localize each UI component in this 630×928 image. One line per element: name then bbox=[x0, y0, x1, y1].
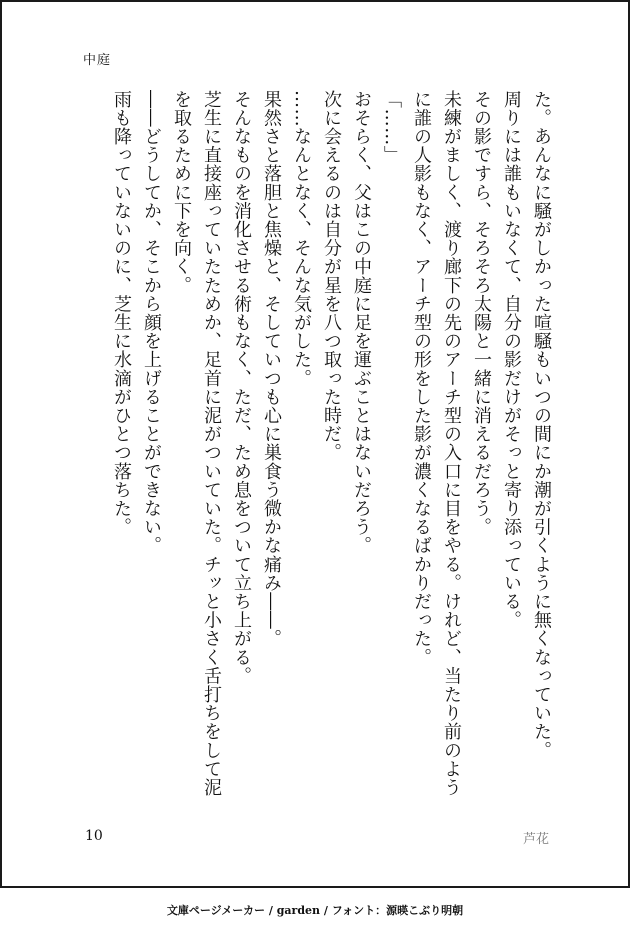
paragraph: 「……」 bbox=[381, 90, 402, 165]
paragraph: 次に会えるのは自分が星を八つ取った時だ。 bbox=[321, 90, 342, 462]
paragraph: そんなものを消化させる術もなく、ただ、ため息をついて立ち上がる。 bbox=[231, 90, 252, 686]
paragraph: 果然さと落胆と焦燥と、そしていつも心に巣食う微かな痛み――。 bbox=[261, 90, 282, 648]
paragraph: おそらく、父はこの中庭に足を運ぶことはないだろう。 bbox=[351, 90, 372, 555]
paragraph: ……なんとなく、そんな気がした。 bbox=[291, 90, 312, 388]
paragraph: ――どうしてか、そこから顔を上げることができない。 bbox=[141, 90, 162, 555]
footer-credit: 文庫ページメーカー / garden / フォント：源暎こぶり明朝 bbox=[166, 904, 464, 917]
author-name: 芦花 bbox=[522, 832, 549, 847]
running-title: 中庭 bbox=[83, 53, 112, 68]
paragraph: た。あんなに騒がしかった喧騒もいつの間にか潮が引くように無くなっていた。 bbox=[531, 90, 552, 760]
paragraph: 周りには誰もいなくて、自分の影だけがそっと寄り添っている。 bbox=[501, 90, 522, 630]
page-number: 10 bbox=[85, 828, 103, 844]
paragraph: 未練がましく、渡り廊下の先のアーチ型の入口に目をやる。けれど、当たり前のように誰の人影もなく、アーチ型の形をした影が濃くなるばかりだった。 bbox=[411, 90, 462, 797]
paragraph: その影ですら、そろそろ太陽と一緒に消えるだろう。 bbox=[471, 90, 492, 537]
paragraph: 雨も降っていないのに、芝生に水滴がひとつ落ちた。 bbox=[111, 90, 132, 537]
vertical-text-body bbox=[80, 90, 556, 810]
paragraph: 芝生に直接座っていたためか、足首に泥がついていた。チッと小さく舌打ちをして泥を取るために下を向く。 bbox=[171, 90, 222, 797]
